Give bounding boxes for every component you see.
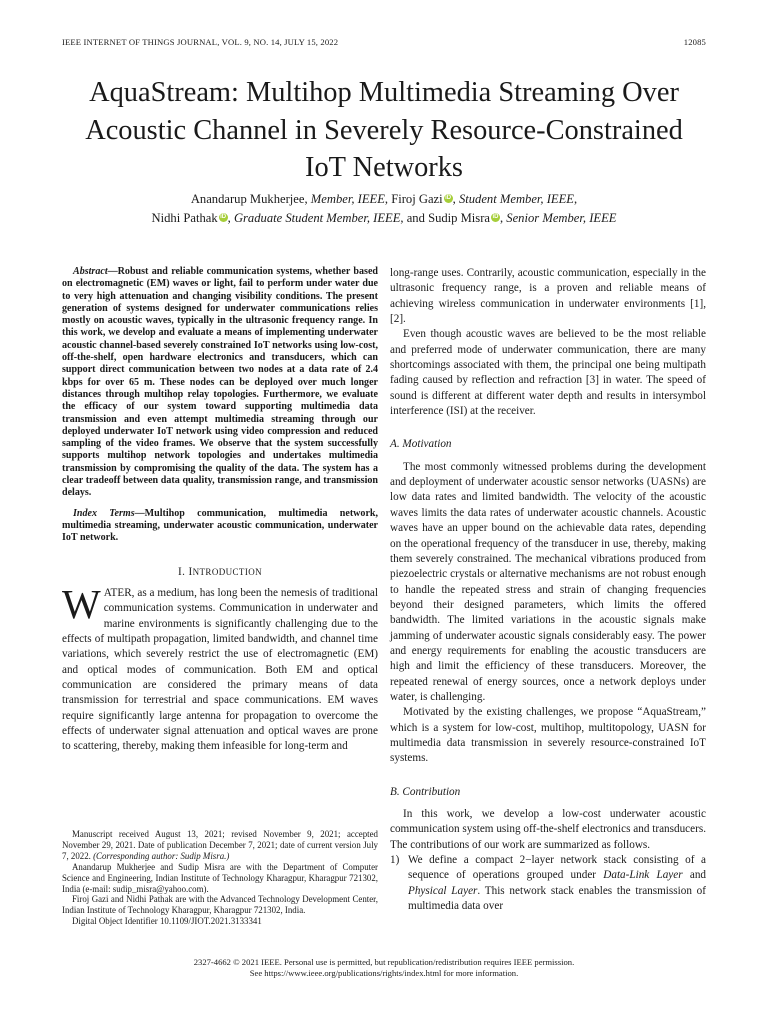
contribution-list-item [390, 853, 706, 914]
orcid-icon[interactable]: iD [492, 214, 499, 220]
abstract-label: Abstract [73, 266, 108, 277]
left-column [62, 266, 378, 755]
intro-paragraph: Even though acoustic waves are believed to be the most reliable and preferred mode of underwater communication, there are many shortcomings associated with them, the principal one being multipath fading caused by reflection and refraction [3] in water. The speed of sound is different at different water depth and results in intersymbol interference (ISI) at the receiver. [390, 328, 706, 418]
title-line: Acoustic Channel in Severely Resource-Constrained [85, 114, 683, 146]
paper-title [20, 74, 748, 187]
orcid-icon[interactable]: iD [445, 195, 452, 201]
copyright-notice [0, 957, 768, 980]
right-column [390, 266, 706, 914]
index-terms-label: Index Terms [73, 507, 135, 519]
author-name: Firoj Gazi [391, 192, 443, 206]
contribution-paragraph: In this work, we develop a low-cost underwater acoustic communication system using off-the-shelf electronics and transducers. The contributions of our work are summarized as follows. [390, 808, 706, 851]
author-role: Member, IEEE [310, 192, 385, 206]
author-list [40, 190, 728, 228]
list-text: We define a compact 2−layer network stack consisting of a sequence of operations grouped under Data-Link Layer and Physical Layer. This network stack enables the transmission of multimedia data over [408, 854, 707, 913]
copyright-line: 2327-4662 © 2021 IEEE. Personal use is permitted, but republication/redistribution requires IEEE permission. [193, 957, 575, 967]
author-role: Graduate Student Member, IEEE [233, 211, 401, 225]
author-line: Anandarup Mukherjee, Member, IEEE, Firoj Gazi iD , Student Member, IEEE, [190, 192, 578, 206]
list-number: 1) [390, 854, 400, 867]
footnote-affiliation: Anandarup Mukherjee and Sudip Misra are with the Department of Computer Science and Engineering, Indian Institute of Technology Kharagpur, Kharagpur 721302, India (e-mail: sudip_misra@yahoo.com). [62, 861, 378, 894]
copyright-line: See https://www.ieee.org/publications/rights/index.html for more information. [249, 968, 519, 979]
author-name: Nidhi Pathak [151, 211, 218, 225]
abstract-text: —Robust and reliable communication systems, whether based on electromagnetic (EM) waves or light, fail to perform under water due to very high attenuation and changing visibility conditions. The present generation of systems designed for underwater communications relies mostly on acoustic waves, typically in the ultrasonic frequency range. In this work, we develop and evaluate a means of implementing underwater acoustic channel-based severely constrained IoT networks using low-cost, off-the-shelf, open hardware electronics and transducers, which can support direct communication between two nodes at a data rate of 2.4 kbps for over 65 m. These nodes can be deployed over much longer distances through multihop relay topologies. Furthermore, we evaluate the efficacy of our system toward supporting multimedia data transmission and even attempt multimedia streaming through our deployed underwater IoT network using video compression and reduced sampling of the video frames. We observe that the system successfully supports multihop network topologies and undertakes multimedia transmission by compromising the quality of the data. The system has a clear tradeoff between data quality, transmission range, and transmission delays. [62, 266, 378, 499]
running-head [62, 37, 706, 49]
footnote-doi: Digital Object Identifier 10.1109/JIOT.2021.3133341 [72, 916, 262, 927]
motivation-paragraph: Motivated by the existing challenges, we propose “AquaStream,” which is a system for low-cost, multihop, multitopology, UASN for multimedia data transmission in severely resource-constrained IoT systems. [390, 706, 706, 765]
drop-cap: W [62, 580, 101, 627]
index-terms-text: —Multihop communication, multimedia network, multimedia streaming, underwater acoustic communication, underwater IoT network. [62, 507, 378, 544]
motivation-paragraph: The most commonly witnessed problems during the development and deployment of underwater acoustic sensor networks (UASNs) are low data rates and limited bandwidth. The velocity of the acoustic waves limits the data rates of underwater acoustic channels. Acoustic waves have an upper bound on the achievable data rates, depending on the operational frequency of the transducer in use, thereby, making them severely constrained. The mechanical vibrations produced from piezoelectric crystals or alternative mechanisms are not robust enough to handle the repeated stress and strain of changing frequencies beyond their designed parameters, which limits the offered bandwidth. The limited variations in the acoustic signals make jamming of underwater acoustic signals considerably easy. The power and energy requirements for enabling the acoustic transducers are high and limit the efficiency of these transducers. Moreover, the repeated renewal of energy sources, once a network deploys under water, is challenging. [390, 460, 706, 703]
journal-citation: IEEE INTERNET OF THINGS JOURNAL, VOL. 9, NO. 14, JULY 15, 2022 [62, 37, 339, 47]
orcid-icon[interactable]: iD [220, 214, 227, 220]
intro-paragraph: WATER, as a medium, has long been the nemesis of traditional communication systems. Communication in underwater and marine environments is significantly challenging due to the effects of multipath propagation, limited bandwidth, and channel time variations, which severely restrict the use of electromagnetic (EM) and optical modes of communication. Both EM and optical communication are considered the primary means of data transmission for terrestrial and space communications. EM waves require significantly large antenna for propagation to overcome the effects of underwater signal attenuation and optical waves are prone to scattering, thereby, making them infeasible for long-term and [62, 580, 378, 753]
author-role: Student Member, IEEE [458, 192, 574, 206]
title-line: AquaStream: Multihop Multimedia Streaming Over [89, 77, 679, 108]
author-line: Nidhi Pathak iD , Graduate Student Member, IEEE, and Sudip Misra iD , Senior Member, IEEE [151, 211, 617, 225]
author-name: Anandarup Mukherjee [190, 192, 305, 206]
footnote-affiliation: Firoj Gazi and Nidhi Pathak are with the Advanced Technology Development Center, Indian Institute of Technology Kharagpur, Kharagpur 721302, India. [62, 894, 378, 916]
author-name: Sudip Misra [428, 211, 490, 225]
footnote-manuscript: Manuscript received August 13, 2021; revised November 9, 2021; accepted November 29, 2021. Date of publication December 7, 2021; date of current version July 7, 2022. (Corresponding author: Sudip Misra.) [62, 829, 378, 861]
intro-paragraph-continued: long-range uses. Contrarily, acoustic communication, especially in the ultrasonic frequency range, is a proven and reliable means of achieving wireless communication in underwater environments [1], [2]. [390, 267, 706, 326]
section-heading-introduction: I. INTRODUCTION [177, 565, 263, 578]
subsection-heading-contribution: B. Contribution [390, 785, 461, 798]
subsection-heading-motivation: A. Motivation [390, 438, 452, 451]
page-number: 12085 [683, 37, 706, 47]
title-line: IoT Networks [305, 152, 463, 183]
abstract [62, 266, 378, 500]
index-terms [62, 508, 378, 545]
footnotes [62, 829, 378, 927]
author-role: Senior Member, IEEE [506, 211, 617, 225]
